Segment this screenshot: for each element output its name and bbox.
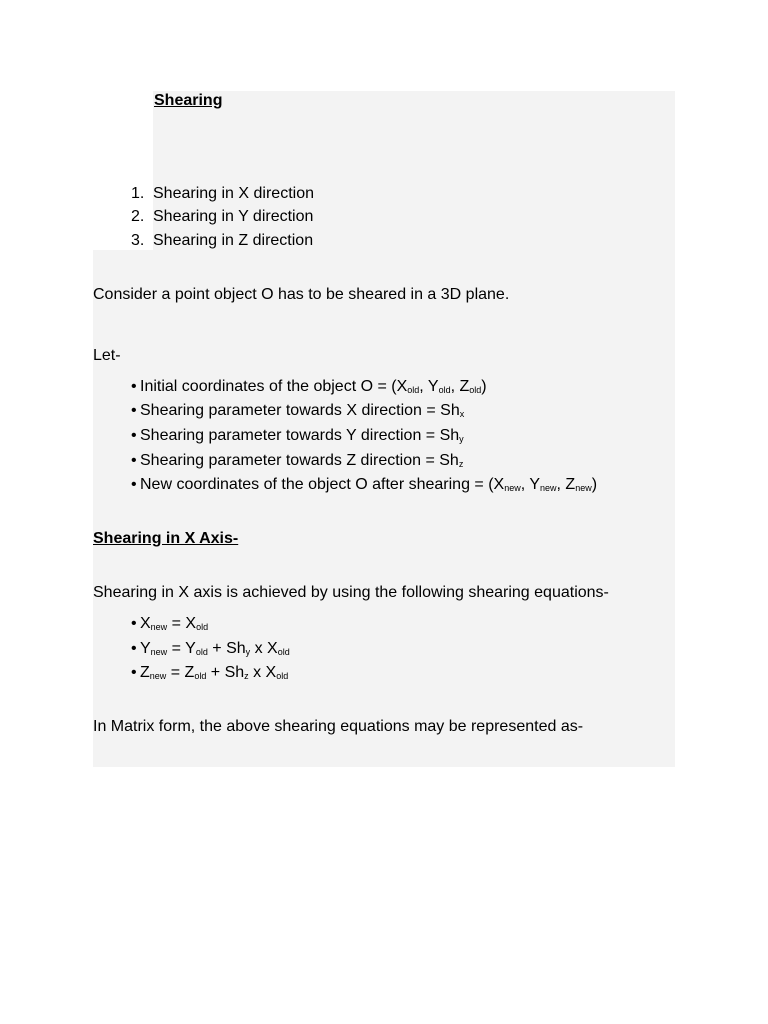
subscript: old [195,647,208,657]
subscript: y [245,647,251,657]
subscript: new [150,622,168,632]
definition-text: ) [481,378,487,395]
bullet-icon: • [131,452,137,469]
bullet-icon: • [131,615,137,632]
definition-text: , Z [450,378,470,395]
equation-text: = Y [167,640,196,657]
equation-text: = Z [166,664,195,681]
list-text: Shearing in Z direction [153,232,314,249]
definition-text: Shearing parameter towards Y direction = Sh [140,427,460,444]
bullet-icon: • [131,640,137,657]
subscript: old [407,385,420,395]
subscript: old [277,647,290,657]
definition-text: , Y [520,476,540,493]
intro-paragraph: Consider a point object O has to be sheared in a 3D plane. [93,286,510,303]
equation-item [131,663,288,683]
definition-text: ) [591,476,598,493]
definition-text: Shearing parameter towards X direction = Sh [140,402,460,419]
equation-text: X [140,615,151,632]
subscript: z [458,459,464,469]
list-text: Shearing in Y direction [153,208,314,225]
definition-item [131,401,464,421]
definition-item [131,426,464,446]
subscript: new [149,671,167,681]
definition-text: Shearing parameter towards Z direction = Sh [140,452,459,469]
page-heading: Shearing [154,92,223,109]
subscript: new [540,483,557,493]
list-number: 1. [131,185,145,202]
equation-item [131,614,208,634]
list-item [131,207,313,227]
subscript: new [504,483,521,493]
subscript: old [469,385,482,395]
bullet-icon: • [131,402,137,419]
subscript: old [438,385,451,395]
subscript: y [459,434,464,444]
definition-item [131,475,597,495]
definition-text: New coordinates of the object O after shearing = (X [140,476,505,493]
equation-text: Z [140,664,150,681]
bullet-icon: • [131,378,137,395]
definition-text: , Z [556,476,576,493]
list-item [131,184,314,204]
subscript: old [194,671,207,681]
list-number: 2. [131,208,145,225]
definition-text: , Y [419,378,439,395]
subscript: x [459,409,465,419]
equation-item [131,639,290,659]
list-number: 3. [131,232,145,249]
bullet-icon: • [131,476,137,493]
matrix-intro: In Matrix form, the above shearing equations may be represented as- [93,718,584,735]
definition-item [131,377,487,397]
equation-text: + Sh [206,664,245,681]
definition-item [131,451,463,471]
list-text: Shearing in X direction [153,185,314,202]
equation-text: x X [250,640,278,657]
subscript: old [196,622,209,632]
section-intro: Shearing in X axis is achieved by using the following shearing equations- [93,584,609,601]
list-item [131,231,313,251]
equation-text: = X [167,615,197,632]
subscript: new [150,647,168,657]
section-heading: Shearing in X Axis- [93,530,239,547]
subscript: z [244,671,249,681]
subscript: old [276,671,289,681]
definition-text: Initial coordinates of the object O = (X [140,378,408,395]
bullet-icon: • [131,664,137,681]
subscript: new [575,483,592,493]
equation-text: Y [140,640,151,657]
let-label: Let- [93,347,121,364]
bullet-icon: • [131,427,137,444]
equation-text: x X [248,664,277,681]
equation-text: + Sh [207,640,246,657]
